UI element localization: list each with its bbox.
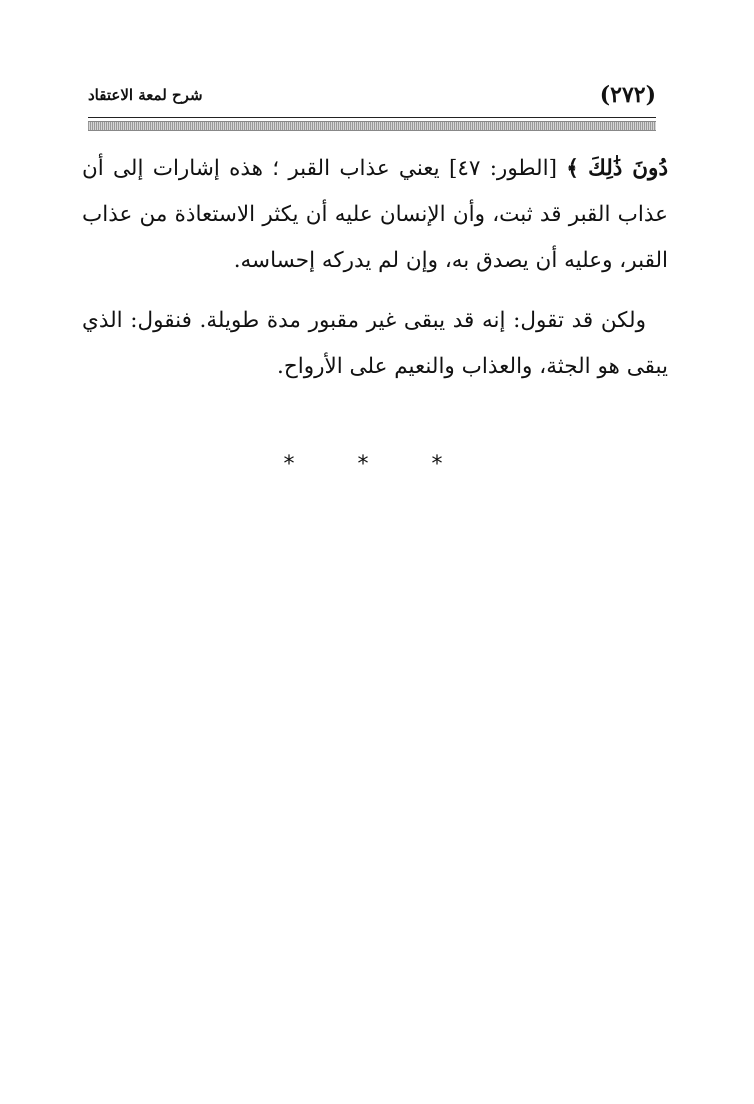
quran-citation: [الطور: ٤٧] [448,156,557,181]
page-header [88,80,656,112]
header-rule-thick [88,121,656,131]
body-text [82,146,668,390]
paragraph-1-text: يعني عذاب القبر ؛ هذه إشارات إلى أن عذاب القبر قد ثبت، وأن الإنسان عليه أن يكثر الاستعاذة من عذاب القبر، وعليه أن يصدق به، وإن لم يدركه إحساسه. [82,156,668,273]
page-number: (٢٧٢) [599,82,656,108]
quran-verse: دُونَ ذَٰلِكَ [588,156,669,181]
paragraph-1 [82,146,668,284]
running-title: شرح لمعة الاعتقاد [88,86,203,104]
section-separator: * * * [283,452,471,477]
paragraph-2: ولكن قد تقول: إنه قد يبقى غير مقبور مدة طويلة. فنقول: الذي يبقى هو الجثة، والعذاب والنعيم على الأرواح. [82,308,668,379]
quran-close-bracket: ﴾ [566,156,579,181]
header-rule-thin [88,117,656,118]
